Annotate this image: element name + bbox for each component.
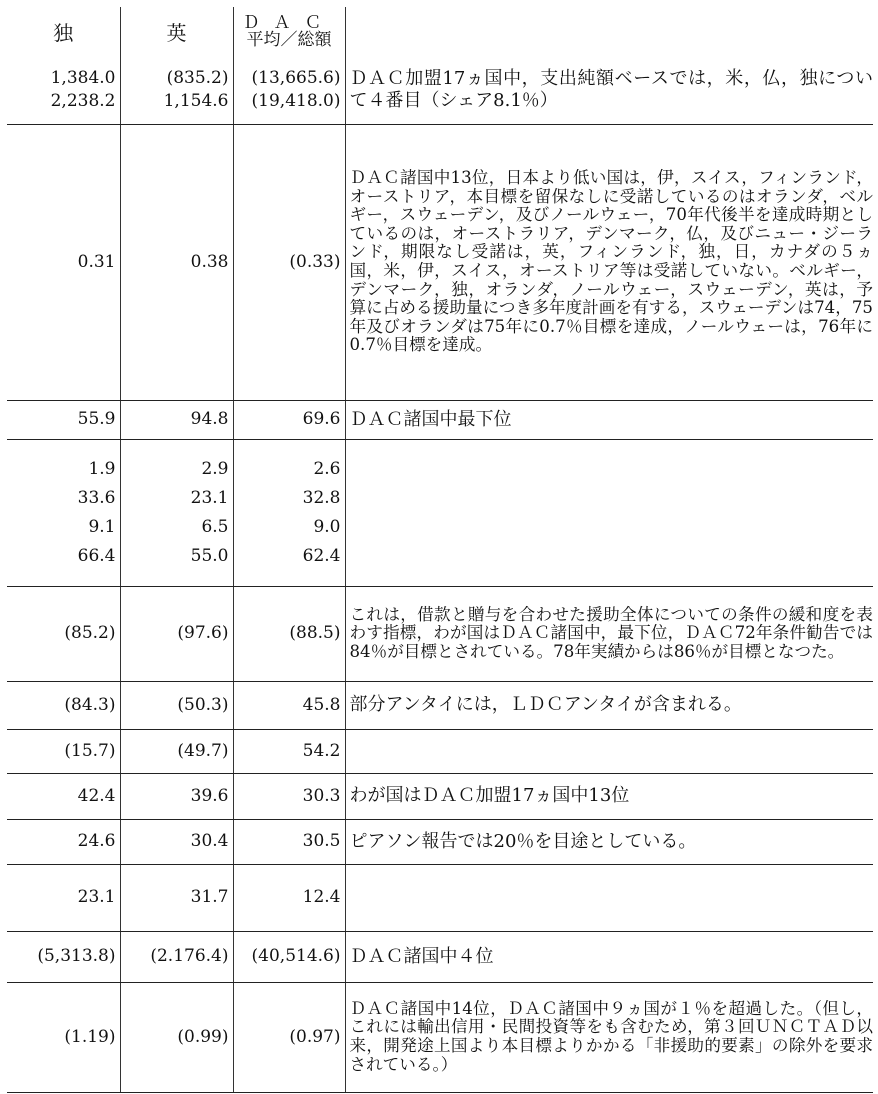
cell-uk: 39.6 — [120, 773, 233, 819]
table-row — [7, 931, 873, 982]
cell-dac: (0.97) — [233, 982, 345, 1092]
header-dac-top: ＤＡＣ — [242, 12, 336, 33]
table-row — [7, 56, 873, 124]
table-row — [7, 681, 873, 729]
cell-germany: 23.1 — [7, 864, 120, 931]
cell-uk: 31.7 — [120, 864, 233, 931]
cell-dac: (40,514.6) — [233, 931, 345, 982]
cell-remark — [345, 864, 873, 931]
cell-germany: (15.7) — [7, 729, 120, 773]
table-row — [7, 586, 873, 681]
table-row — [7, 864, 873, 931]
cell-remark: ＤＡＣ加盟17ヵ国中，支出純額ベースでは，米，仏，独について４番目（シェア8.1％） — [345, 56, 873, 124]
cell-remark: ＤＡＣ諸国中最下位 — [345, 400, 873, 439]
table-row — [7, 400, 873, 439]
cell-uk: (50.3) — [120, 681, 233, 729]
table-row — [7, 982, 873, 1092]
cell-dac: (0.33) — [233, 124, 345, 400]
cell-dac: 12.4 — [233, 864, 345, 931]
cell-germany: (84.3) — [7, 681, 120, 729]
cell-uk: (2.176.4) — [120, 931, 233, 982]
cell-germany: 1,384.0 2,238.2 — [7, 56, 120, 124]
table-row — [7, 439, 873, 586]
header-dac-bottom: 平均／総額 — [246, 29, 332, 50]
table-row — [7, 729, 873, 773]
cell-dac: 69.6 — [233, 400, 345, 439]
cell-germany: 0.31 — [7, 124, 120, 400]
cell-remark: これは，借款と贈与を合わせた援助全体についての条件の緩和度を表わす指標，わが国はＤＡＣ諸国中，最下位，ＤＡＣ72年条件勧告では84％が目標とされている。78年実績からは86％が目標となつた。 — [345, 586, 873, 681]
cell-remark: ＤＡＣ諸国中４位 — [345, 931, 873, 982]
cell-germany: (85.2) — [7, 586, 120, 681]
header-uk: 英 — [120, 7, 233, 56]
cell-dac: 30.3 — [233, 773, 345, 819]
table-row — [7, 773, 873, 819]
cell-remark: ＤＡＣ諸国中13位，日本より低い国は，伊，スイス，フィンランド，オーストリア，本目標を留保なしに受諾しているのはオランダ，ベルギー，スウェーデン，及びノールウェー，70年代後半を達成時期としているのは，オーストラリア，デンマーク，仏，及びニュー・ジーランド，期限なし受諾は，英，フィンランド，独，日，カナダの５ヵ国，米，伊，スイス，オーストリア等は受諾していない。ベルギー，デンマーク，独，オランダ，ノールウェー，スウェーデン，英は，予算に占める援助量につき多年度計画を有する，スウェーデンは74，75年及びオランダは75年に0.7％目標を達成，ノールウェーは，76年に0.7％目標を達成。 — [345, 124, 873, 400]
cell-germany: 55.9 — [7, 400, 120, 439]
cell-remark — [345, 439, 873, 586]
cell-dac: 30.5 — [233, 819, 345, 864]
header-remarks — [345, 7, 873, 56]
cell-dac: 54.2 — [233, 729, 345, 773]
cell-remark: ＤＡＣ諸国中14位，ＤＡＣ諸国中９ヵ国が１％を超過した。（但し，これには輸出信用・民間投資等をも含むため，第３回ＵＮＣＴＡＤ以来，開発途上国より本目標よりかかる「非援助的要素」の除外を要求されている。） — [345, 982, 873, 1092]
cell-germany: (5,313.8) — [7, 931, 120, 982]
header-dac — [233, 7, 345, 56]
cell-germany: 1.9 33.6 9.1 66.4 — [7, 439, 120, 586]
cell-remark: 部分アンタイには，ＬＤＣアンタイが含まれる。 — [345, 681, 873, 729]
cell-germany: 42.4 — [7, 773, 120, 819]
cell-remark: わが国はＤＡＣ加盟17ヵ国中13位 — [345, 773, 873, 819]
table-row — [7, 124, 873, 400]
cell-dac: (13,665.6) (19,418.0) — [233, 56, 345, 124]
cell-uk: (49.7) — [120, 729, 233, 773]
table-row — [7, 819, 873, 864]
cell-remark — [345, 729, 873, 773]
cell-uk: 94.8 — [120, 400, 233, 439]
cell-uk: (0.99) — [120, 982, 233, 1092]
cell-dac: (88.5) — [233, 586, 345, 681]
cell-germany: (1.19) — [7, 982, 120, 1092]
cell-dac: 45.8 — [233, 681, 345, 729]
cell-uk: 2.9 23.1 6.5 55.0 — [120, 439, 233, 586]
cell-uk: (97.6) — [120, 586, 233, 681]
cell-uk: 0.38 — [120, 124, 233, 400]
cell-remark: ピアソン報告では20％を目途としている。 — [345, 819, 873, 864]
cell-germany: 24.6 — [7, 819, 120, 864]
cell-uk: 30.4 — [120, 819, 233, 864]
header-germany: 独 — [7, 7, 120, 56]
cell-dac: 2.6 32.8 9.0 62.4 — [233, 439, 345, 586]
comparison-table — [7, 7, 873, 1093]
cell-uk: (835.2) 1,154.6 — [120, 56, 233, 124]
